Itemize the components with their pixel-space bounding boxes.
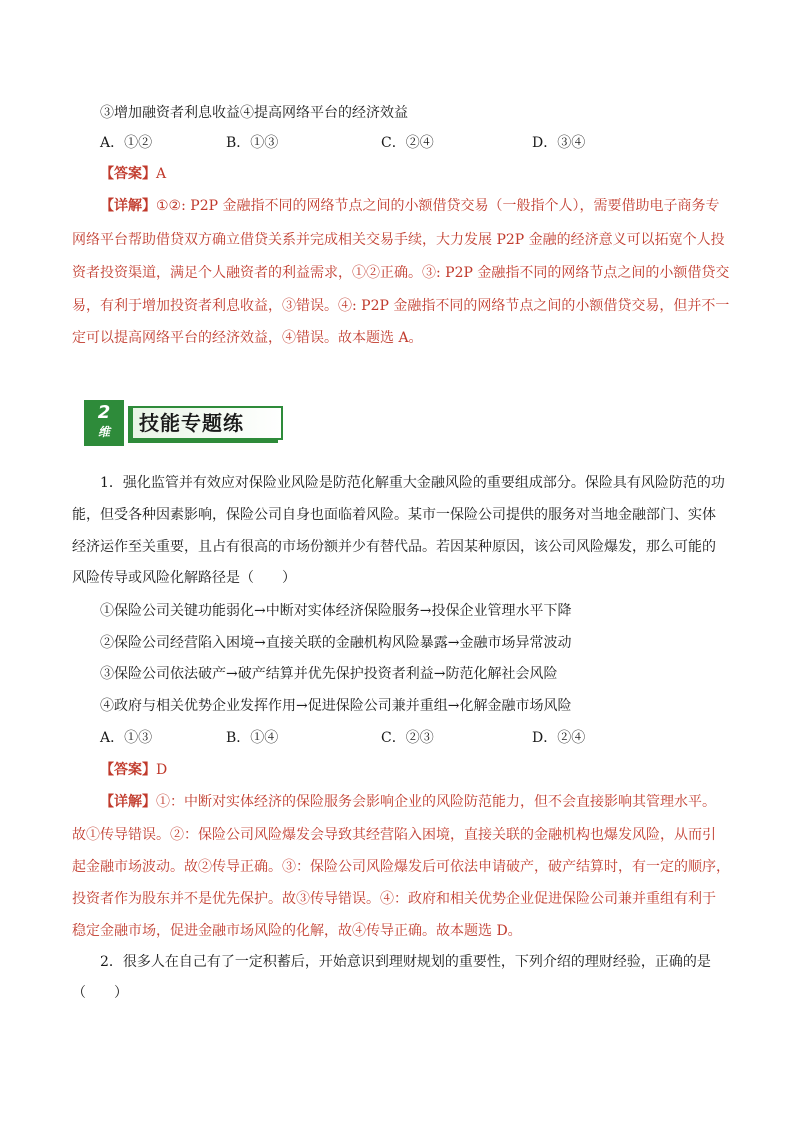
prev-answer-label: 【答案】 bbox=[100, 166, 156, 182]
q2-stem-line-2: （ ） bbox=[72, 985, 128, 1001]
q1-stem-line-1: 1．强化监管并有效应对保险业风险是防范化解重大金融风险的重要组成部分。保险具有风险防范的功 bbox=[100, 475, 725, 491]
prev-detail-line-5: 定可以提高网络平台的经济效益，④错误。故本题选 A。 bbox=[72, 330, 423, 346]
q1-choice-d: D．②④ bbox=[532, 730, 586, 746]
q1-answer-label: 【答案】 bbox=[100, 762, 156, 778]
q1-answer bbox=[100, 761, 760, 779]
prev-detail-line-4: 易，有利于增加投资者利息收益，③错误。④: P2P 金融指不同的网络节点之间的小额借贷交易，但并不一 bbox=[72, 298, 730, 314]
q2-stem-line-1: 2．很多人在自己有了一定积蓄后，开始意识到理财规划的重要性，下列介绍的理财经验，正确的是 bbox=[100, 954, 711, 970]
q1-stem-line-4: 风险传导或风险化解路径是（ ） bbox=[72, 570, 296, 586]
q1-detail-text-1: ①：中断对实体经济的保险服务会影响企业的风险防范能力，但不会直接影响其管理水平。 bbox=[156, 794, 716, 810]
prev-detail-line-1 bbox=[100, 197, 760, 215]
q1-choice-a: A．①③ bbox=[100, 730, 153, 746]
q1-detail-line-3: 起金融市场波动。故②传导正确。③：保险公司风险爆发后可依法申请破产，破产结算时，有一定的顺序， bbox=[72, 859, 730, 875]
q1-detail-line-2: 故①传导错误。②：保险公司风险爆发会导致其经营陷入困境，直接关联的金融机构也爆发风险，从而引 bbox=[72, 827, 716, 843]
section-banner bbox=[84, 396, 280, 450]
q1-option-4: ④政府与相关优势企业发挥作用→促进保险公司兼并重组→化解金融市场风险 bbox=[100, 698, 572, 714]
prev-choice-d: D．③④ bbox=[532, 135, 586, 151]
q1-detail-line-1 bbox=[100, 793, 760, 811]
q1-stem-line-2: 能，但受各种因素影响，保险公司自身也面临着风险。某市一保险公司提供的服务对当地金融部门、实体 bbox=[72, 507, 716, 523]
prev-detail-line-3: 资者投资渠道，满足个人融资者的利益需求，①②正确。③: P2P 金融指不同的网络节点之间的小额借贷交 bbox=[72, 265, 730, 281]
q1-option-1: ①保险公司关键功能弱化→中断对实体经济保险服务→投保企业管理水平下降 bbox=[100, 603, 572, 619]
section-title-box bbox=[128, 406, 283, 440]
prev-detail-line-2: 网络平台帮助借贷双方确立借贷关系并完成相关交易手续，大力发展 P2P 金融的经济意义可以拓宽个人投 bbox=[72, 232, 725, 248]
q1-detail-label: 【详解】 bbox=[100, 794, 156, 810]
prev-answer bbox=[100, 165, 760, 183]
q1-option-2: ②保险公司经营陷入困境→直接关联的金融机构风险暴露→金融市场异常波动 bbox=[100, 635, 572, 651]
q1-choice-b: B．①④ bbox=[226, 730, 279, 746]
prev-detail-text-1: ①②: P2P 金融指不同的网络节点之间的小额借贷交易（一般指个人），需要借助电子商务专 bbox=[156, 198, 720, 214]
q1-option-3: ③保险公司依法破产→破产结算并优先保护投资者利益→防范化解社会风险 bbox=[100, 666, 558, 682]
prev-option-line: ③增加融资者利息收益④提高网络平台的经济效益 bbox=[100, 105, 408, 121]
prev-choice-b: B．①③ bbox=[226, 135, 279, 151]
section-underline bbox=[128, 440, 278, 443]
q1-detail-line-5: 稳定金融市场，促进金融市场风险的化解，故④传导正确。故本题选 D。 bbox=[72, 923, 522, 939]
q1-answer-value: D bbox=[156, 762, 168, 778]
q1-choice-c: C．②③ bbox=[381, 730, 434, 746]
prev-detail-label: 【详解】 bbox=[100, 198, 156, 214]
q1-detail-line-4: 投资者作为股东并不是优先保护。故③传导错误。④：政府和相关优势企业促进保险公司兼并重组有利于 bbox=[72, 891, 716, 907]
prev-choice-a: A．①② bbox=[100, 135, 153, 151]
section-badge bbox=[84, 400, 124, 446]
section-badge-char: 维 bbox=[97, 425, 110, 439]
prev-choice-c: C．②④ bbox=[381, 135, 434, 151]
section-badge-number: 2 bbox=[97, 402, 111, 423]
section-title: 技能专题练 bbox=[139, 411, 244, 435]
q1-stem-line-3: 经济运作至关重要，且占有很高的市场份额并少有替代品。若因某种原因，该公司风险爆发，那么可能的 bbox=[72, 539, 716, 555]
prev-answer-value: A bbox=[156, 166, 167, 182]
